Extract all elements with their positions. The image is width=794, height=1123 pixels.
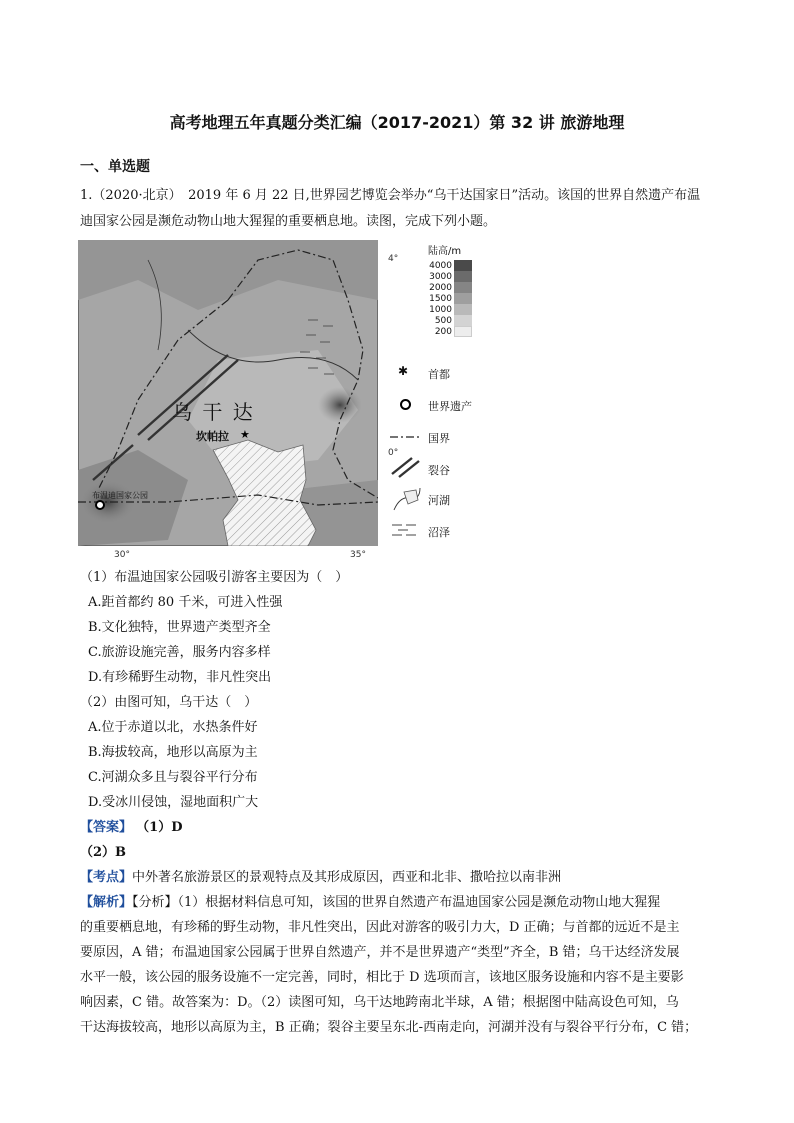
question-intro-line-2: 迪国家公园是濒危动物山地大猩猩的重要栖息地。读图，完成下列小题。: [80, 214, 497, 229]
map-country-label: 乌 干 达: [172, 400, 255, 424]
map-legend: [388, 240, 488, 550]
sub1-option-c: C.旅游设施完善，服务内容多样: [88, 645, 271, 660]
question-intro-line-1: 1.（2020·北京） 2019 年 6 月 22 日,世界园艺博览会举办“乌干达国家日”活动。该国的世界自然遗产布温: [80, 188, 701, 203]
map-park-label: 布温迪国家公园: [92, 491, 148, 500]
legend-border: 国界: [388, 428, 488, 448]
elev-level: 2000: [422, 282, 472, 293]
sub2-option-d: D.受冰川侵蚀，湿地面积广大: [88, 795, 259, 810]
sub2-stem: （2）由图可知，乌干达（ ）: [80, 695, 258, 710]
key-point-text: 中外著名旅游景区的景观特点及其形成原因，西亚和北非、撒哈拉以南非洲: [132, 870, 562, 885]
analysis-line-4: 水平一般，该公园的服务设施不一定完善，同时，相比于 D 选项而言，该地区服务设施和内容不是主要影: [80, 970, 684, 985]
answer-tag: 【答案】: [80, 820, 133, 835]
legend-heritage: 世界遗产: [388, 396, 488, 416]
answer-line-1: [80, 818, 182, 838]
elev-level: 500: [422, 315, 472, 326]
elev-legend-title: 陆高/m: [428, 246, 462, 257]
analysis-line-3: 要原因，A 错；布温迪国家公园属于世界自然遗产，并不是世界遗产“类型”齐全，B 错；乌干达经济发展: [80, 945, 680, 960]
elev-level: 4000: [422, 260, 472, 271]
answer-1: （1）D: [136, 820, 183, 835]
lat-tick-0: 0°: [388, 448, 399, 458]
analysis-line-2: 的重要栖息地，有珍稀的野生动物，非凡性突出，因此对游客的吸引力大，D 正确；与首都的远近不是主: [80, 920, 680, 935]
analysis-line-6: 干达海拔较高，地形以高原为主，B 正确；裂谷主要呈东北-西南走向，河湖并没有与裂谷平行分布，C 错；: [80, 1020, 698, 1035]
page-title: 高考地理五年真题分类汇编（2017-2021）第 32 讲 旅游地理: [169, 113, 625, 132]
legend-capital: ✱ 首都: [398, 364, 450, 381]
elev-level: 3000: [422, 271, 472, 282]
analysis-line-1: 【解析】【分析】（1）根据材料信息可知，该国的世界自然遗产布温迪国家公园是濒危动物山地大猩猩: [80, 895, 661, 910]
elev-level: 1000: [422, 304, 472, 315]
map-capital-label: 坎帕拉: [196, 430, 229, 443]
swamp-icon: [390, 522, 422, 538]
sub1-option-b: B.文化独特，世界遗产类型齐全: [88, 620, 271, 635]
analysis-tag: 【解析】: [80, 895, 133, 910]
section-heading: 一、单选题: [80, 159, 150, 175]
elev-level: 1500: [422, 293, 472, 304]
star-icon: ✱: [398, 364, 409, 378]
sub1-option-a: A.距首都约 80 千米，可进入性强: [88, 595, 283, 610]
heritage-marker-icon: [96, 501, 104, 509]
key-point: [80, 868, 561, 888]
key-point-tag: 【考点】: [80, 870, 133, 885]
lon-tick-30: 30°: [114, 550, 130, 560]
sub2-option-a: A.位于赤道以北，水热条件好: [88, 720, 258, 735]
answer-2: （2）B: [80, 845, 127, 860]
lon-tick-35: 35°: [350, 550, 366, 560]
analysis-line-5: 响因素，C 错。故答案为：D。（2）读图可知，乌干达地跨南北半球，A 错；根据图中陆高设色可知，乌: [80, 995, 679, 1010]
elev-level: 200: [422, 326, 472, 337]
legend-rift: 裂谷: [388, 456, 488, 480]
border-line-icon: [390, 434, 422, 440]
river-lake-icon: [390, 486, 422, 512]
legend-swamp: 沼泽: [388, 520, 488, 542]
sub1-stem: （1）布温迪国家公园吸引游客主要因为（ ）: [80, 570, 349, 585]
lat-tick-4: 4°: [388, 254, 399, 264]
heritage-icon: [400, 399, 411, 410]
sub2-option-c: C.河湖众多且与裂谷平行分布: [88, 770, 258, 785]
rift-icon: [390, 456, 422, 478]
svg-text:★: ★: [240, 428, 250, 441]
sub2-option-b: B.海拔较高，地形以高原为主: [88, 745, 258, 760]
legend-river-lake: 河湖: [388, 486, 488, 512]
sub1-option-d: D.有珍稀野生动物，非凡性突出: [88, 670, 272, 685]
